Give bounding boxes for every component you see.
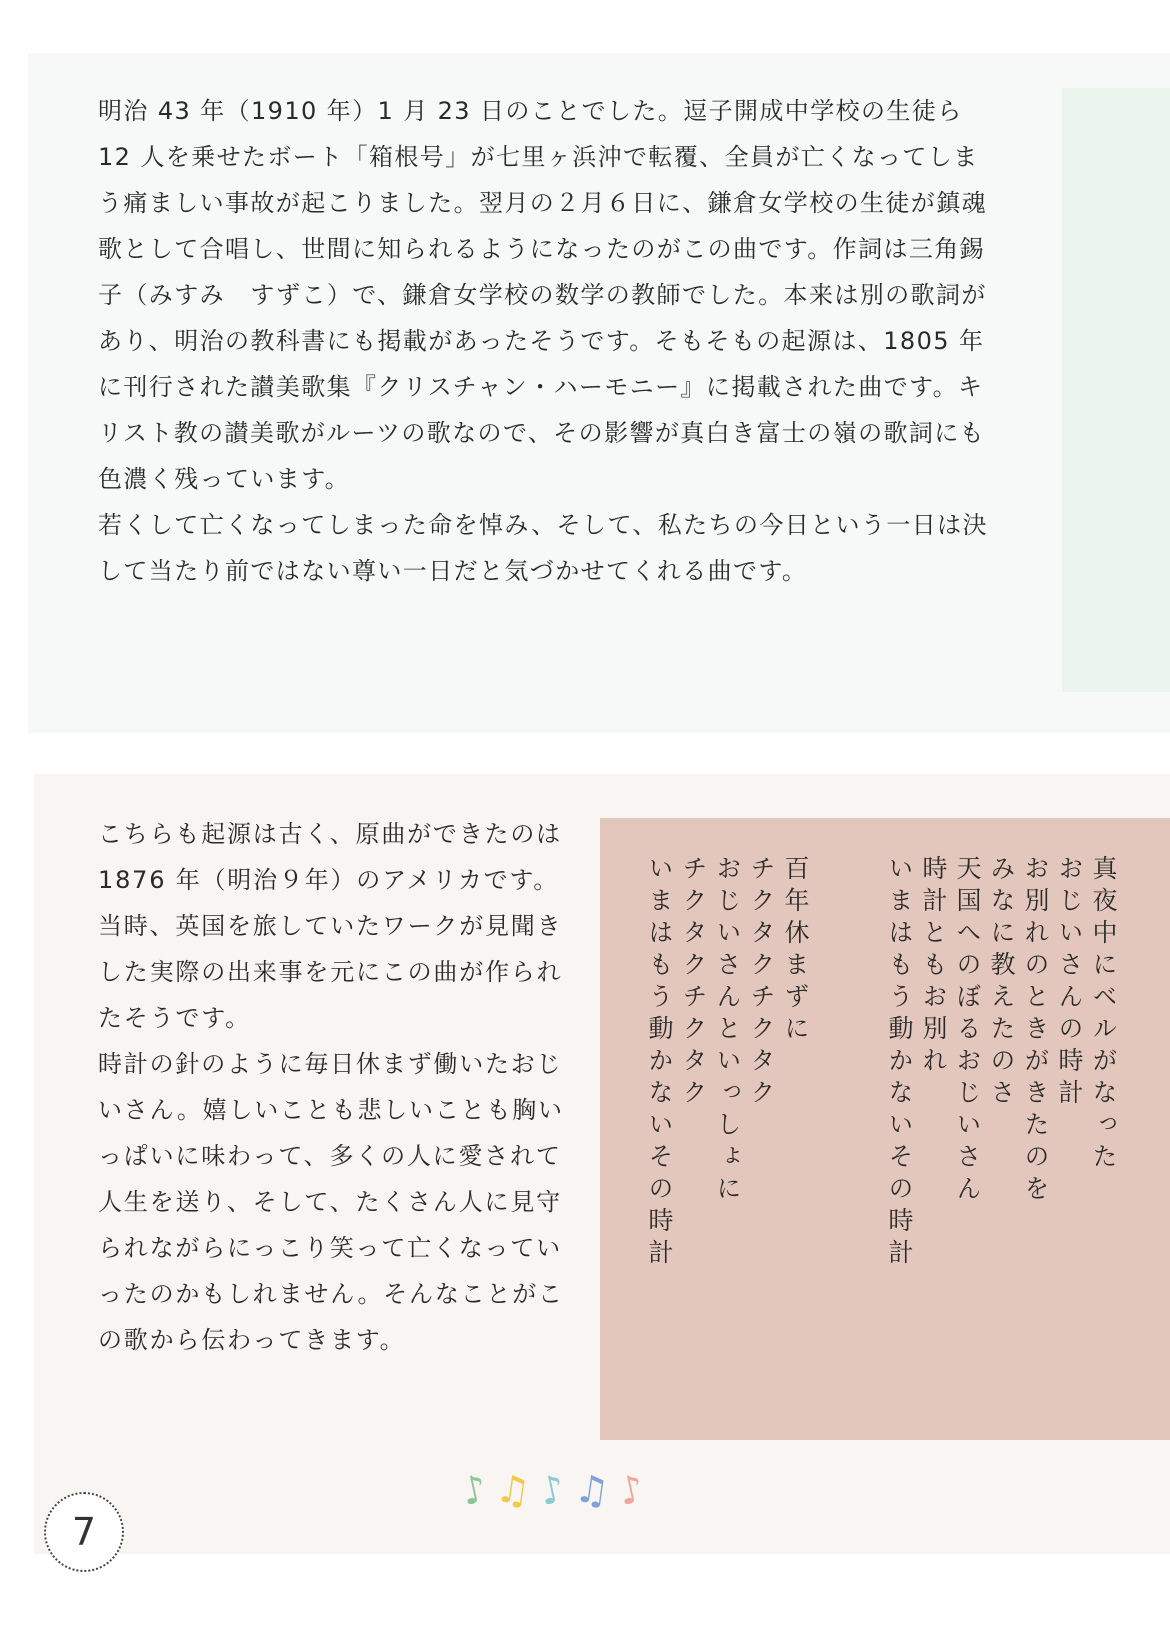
lyric-line: いまはもう動かないその時計 bbox=[885, 855, 914, 1271]
history-paragraph-2: 若くして亡くなってしまった命を悼み、そして、私たちの今日という一日は決して当たり前ではない尊い一日だと気づかせてくれる曲です。 bbox=[98, 511, 988, 585]
lyric-line: お別れのときがきたのを bbox=[1021, 855, 1050, 1207]
music-note-icon: ♪ bbox=[614, 1465, 648, 1515]
lyric-line: チクタクチクタク bbox=[679, 855, 708, 1111]
lyric-line: いまはもう動かないその時計 bbox=[645, 855, 674, 1271]
music-note-icon: ♫ bbox=[493, 1465, 534, 1515]
history-paragraph-1: 明治 43 年（1910 年）1 月 23 日のことでした。逗子開成中学校の生徒ら 12 人を乗せたボート「箱根号」が七里ヶ浜沖で転覆、全員が亡くなってしまう痛ましい事故が起こりました。翌月の２月６日に、鎌倉女学校の生徒が鎮魂歌として合唱し、世間に知られるようになったのがこの曲です。作詞は三角錫子（みすみ すずこ）で、鎌倉女学校の数学の教師でした。本来は別の歌詞があり、明治の教科書にも掲載があったそうです。そもそもの起源は、1805 年に刊行された讃美歌集『クリスチャン・ハーモニー』に掲載された曲です。キリスト教の讃美歌がルーツの歌なので、その影響が真白き富士の嶺の歌詞にも色濃く残っています。 bbox=[98, 97, 987, 493]
lyric-line: おじいさんの時計 bbox=[1055, 855, 1084, 1111]
lyric-line: おじいさんといっしょに bbox=[713, 855, 742, 1207]
lyrics-stanza-2 bbox=[642, 855, 812, 1415]
lyric-line: 真夜中にベルがなった bbox=[1089, 855, 1118, 1175]
accent-strip bbox=[1062, 88, 1170, 692]
lyric-line: チクタクチクタク bbox=[747, 855, 776, 1111]
lyric-line: みなに教えたのさ bbox=[987, 855, 1016, 1111]
lyrics-stanza-1 bbox=[882, 855, 1120, 1415]
music-note-icon: ♫ bbox=[571, 1465, 612, 1515]
history-text bbox=[98, 88, 988, 594]
song-description bbox=[98, 811, 568, 1363]
music-note-icon: ♪ bbox=[457, 1465, 491, 1515]
lyric-line: 百年休まずに bbox=[781, 855, 810, 1047]
song-paragraph-1: こちらも起源は古く、原曲ができたのは 1876 年（明治９年）のアメリカです。当時、英国を旅していたワークが見聞きした実際の出来事を元にこの曲が作られたそうです。 bbox=[98, 820, 563, 1032]
stanza-gap bbox=[812, 855, 882, 1415]
music-note-icon: ♪ bbox=[536, 1465, 569, 1515]
lyric-line: 時計ともお別れ bbox=[919, 855, 948, 1079]
song-paragraph-2: 時計の針のように毎日休まず働いたおじいさん。嬉しいことも悲しいことも胸いっぱいに味わって、多くの人に愛されて人生を送り、そして、たくさん人に見守られながらにっこり笑って亡くなっていったのかもしれません。そんなことがこの歌から伝わってきます。 bbox=[98, 1050, 564, 1354]
lyric-line: 天国へのぼるおじいさん bbox=[953, 855, 982, 1207]
page-number: 7 bbox=[44, 1492, 124, 1572]
lyrics-vertical bbox=[645, 855, 1120, 1415]
music-notes-decoration bbox=[457, 1465, 648, 1515]
